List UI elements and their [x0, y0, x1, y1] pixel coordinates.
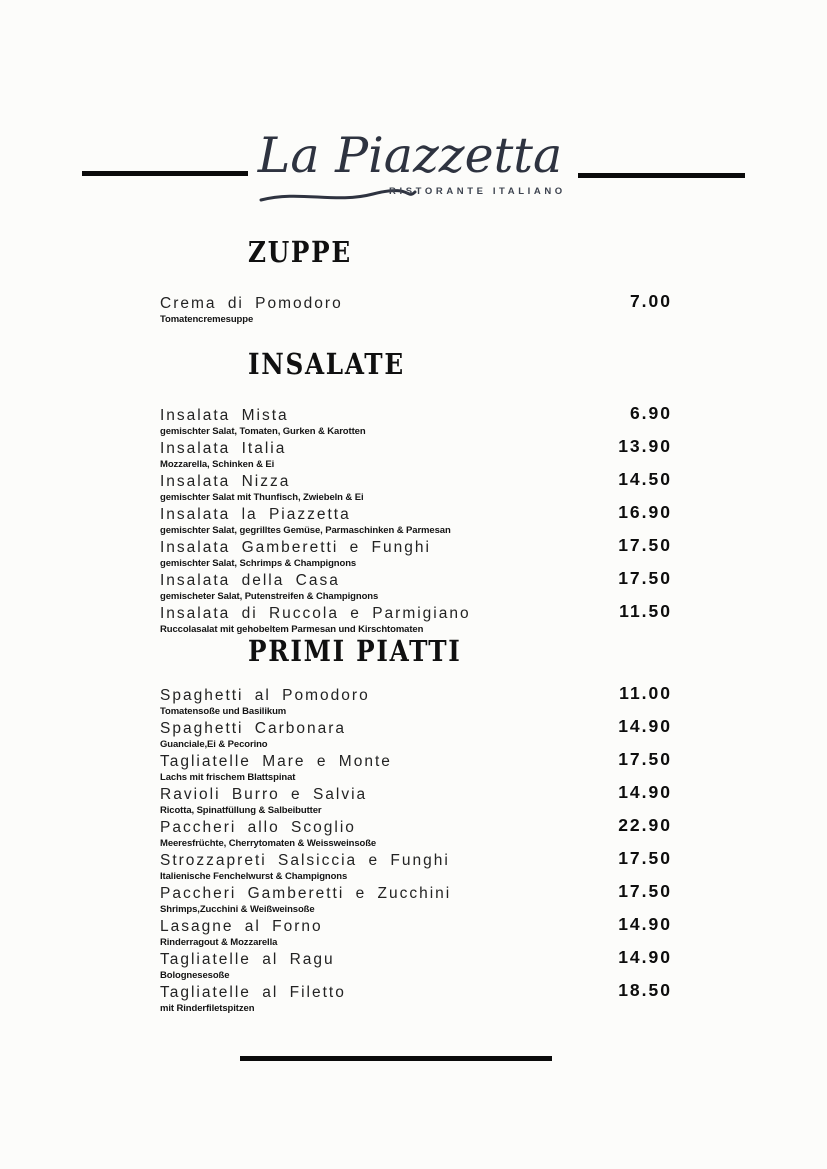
- item-name: Insalata della Casa: [160, 572, 340, 589]
- item-description: Bolognesesoße: [160, 970, 230, 981]
- item-description: Mozzarella, Schinken & Ei: [160, 459, 275, 470]
- brand-logo: [255, 116, 565, 216]
- menu-section-zuppe: [160, 235, 672, 327]
- menu-item: [160, 568, 672, 604]
- item-description: Ricotta, Spinatfüllung & Salbeibutter: [160, 805, 322, 816]
- item-name: Tagliatelle al Filetto: [160, 984, 346, 1001]
- item-name: Lasagne al Forno: [160, 918, 323, 935]
- item-name: Insalata Italia: [160, 440, 287, 457]
- item-price: 14.90: [618, 716, 672, 736]
- section-title-primi-piatti: PRIMI PIATTI: [248, 634, 462, 668]
- item-description: Ruccolasalat mit gehobeltem Parmesan und Kirschtomaten: [160, 624, 424, 635]
- menu-item: [160, 469, 672, 505]
- menu-item: [160, 914, 672, 950]
- item-price: 22.90: [618, 815, 672, 835]
- item-price: 17.50: [618, 848, 672, 868]
- item-name: Spaghetti al Pomodoro: [160, 687, 370, 704]
- menu-item: [160, 436, 672, 472]
- item-description: Guanciale,Ei & Pecorino: [160, 739, 268, 750]
- item-price: 14.90: [618, 947, 672, 967]
- brand-name: La Piazzetta: [257, 127, 563, 184]
- header-divider-left: [82, 171, 248, 176]
- menu-item: [160, 749, 672, 785]
- item-price: 17.50: [618, 881, 672, 901]
- item-description: Tomatensoße und Basilikum: [160, 706, 287, 717]
- item-price: 18.50: [618, 980, 672, 1000]
- menu-item: [160, 716, 672, 752]
- item-price: 11.00: [619, 683, 672, 703]
- menu-section-insalate: [160, 347, 672, 637]
- item-name: Crema di Pomodoro: [160, 295, 343, 312]
- item-price: 14.50: [618, 469, 672, 489]
- menu-item: [160, 980, 672, 1016]
- item-description: gemischter Salat mit Thunfisch, Zwiebeln & Ei: [160, 492, 364, 503]
- item-description: gemischeter Salat, Putenstreifen & Champignons: [160, 591, 379, 602]
- item-price: 6.90: [629, 403, 672, 423]
- menu-item: [160, 403, 672, 439]
- item-description: Meeresfrüchte, Cherrytomaten & Weissweinsoße: [160, 838, 377, 849]
- menu-item: [160, 502, 672, 538]
- item-name: Insalata la Piazzetta: [160, 506, 351, 523]
- menu-item: [160, 848, 672, 884]
- item-name: Insalata Gamberetti e Funghi: [160, 539, 431, 556]
- item-description: Lachs mit frischem Blattspinat: [160, 772, 296, 783]
- item-name: Paccheri Gamberetti e Zucchini: [160, 885, 452, 902]
- item-name: Tagliatelle Mare e Monte: [160, 753, 392, 770]
- item-price: 17.50: [618, 568, 672, 588]
- item-name: Insalata di Ruccola e Parmigiano: [160, 605, 471, 622]
- section-title-zuppe: ZUPPE: [248, 235, 352, 269]
- item-name: Ravioli Burro e Salvia: [160, 786, 368, 803]
- item-price: 14.90: [618, 914, 672, 934]
- brand-subtitle: RISTORANTE ITALIANO: [389, 186, 566, 197]
- item-description: mit Rinderfiletspitzen: [160, 1003, 255, 1014]
- item-price: 17.50: [618, 749, 672, 769]
- header-divider-right: [578, 173, 745, 178]
- item-price: 7.00: [629, 291, 672, 311]
- menu-item: [160, 535, 672, 571]
- item-name: Tagliatelle al Ragu: [160, 951, 335, 968]
- menu-item: [160, 947, 672, 983]
- item-price: 11.50: [619, 601, 672, 621]
- menu-item: [160, 683, 672, 719]
- item-price: 16.90: [618, 502, 672, 522]
- item-description: gemischter Salat, gegrilltes Gemüse, Parmaschinken & Parmesan: [160, 525, 451, 536]
- menu-item: [160, 782, 672, 818]
- item-name: Insalata Nizza: [160, 473, 291, 490]
- item-name: Insalata Mista: [160, 407, 289, 424]
- item-name: Paccheri allo Scoglio: [160, 819, 356, 836]
- item-description: Rinderragout & Mozzarella: [160, 937, 278, 948]
- menu-item: [160, 881, 672, 917]
- item-description: Italienische Fenchelwurst & Champignons: [160, 871, 348, 882]
- item-name: Strozzapreti Salsiccia e Funghi: [160, 852, 450, 869]
- menu-item: [160, 601, 672, 637]
- item-price: 17.50: [618, 535, 672, 555]
- item-name: Spaghetti Carbonara: [160, 720, 347, 737]
- item-price: 13.90: [618, 436, 672, 456]
- item-price: 14.90: [618, 782, 672, 802]
- item-description: Shrimps,Zucchini & Weißweinsoße: [160, 904, 315, 915]
- item-description: Tomatencremesuppe: [160, 314, 254, 325]
- menu-section-primi-piatti: [160, 634, 672, 1016]
- item-description: gemischter Salat, Tomaten, Gurken & Karotten: [160, 426, 366, 437]
- item-description: gemischter Salat, Schrimps & Champignons: [160, 558, 357, 569]
- menu-item: [160, 291, 672, 327]
- menu-item: [160, 815, 672, 851]
- section-title-insalate: INSALATE: [248, 347, 405, 381]
- footer-divider: [240, 1056, 552, 1061]
- menu: [160, 235, 672, 1016]
